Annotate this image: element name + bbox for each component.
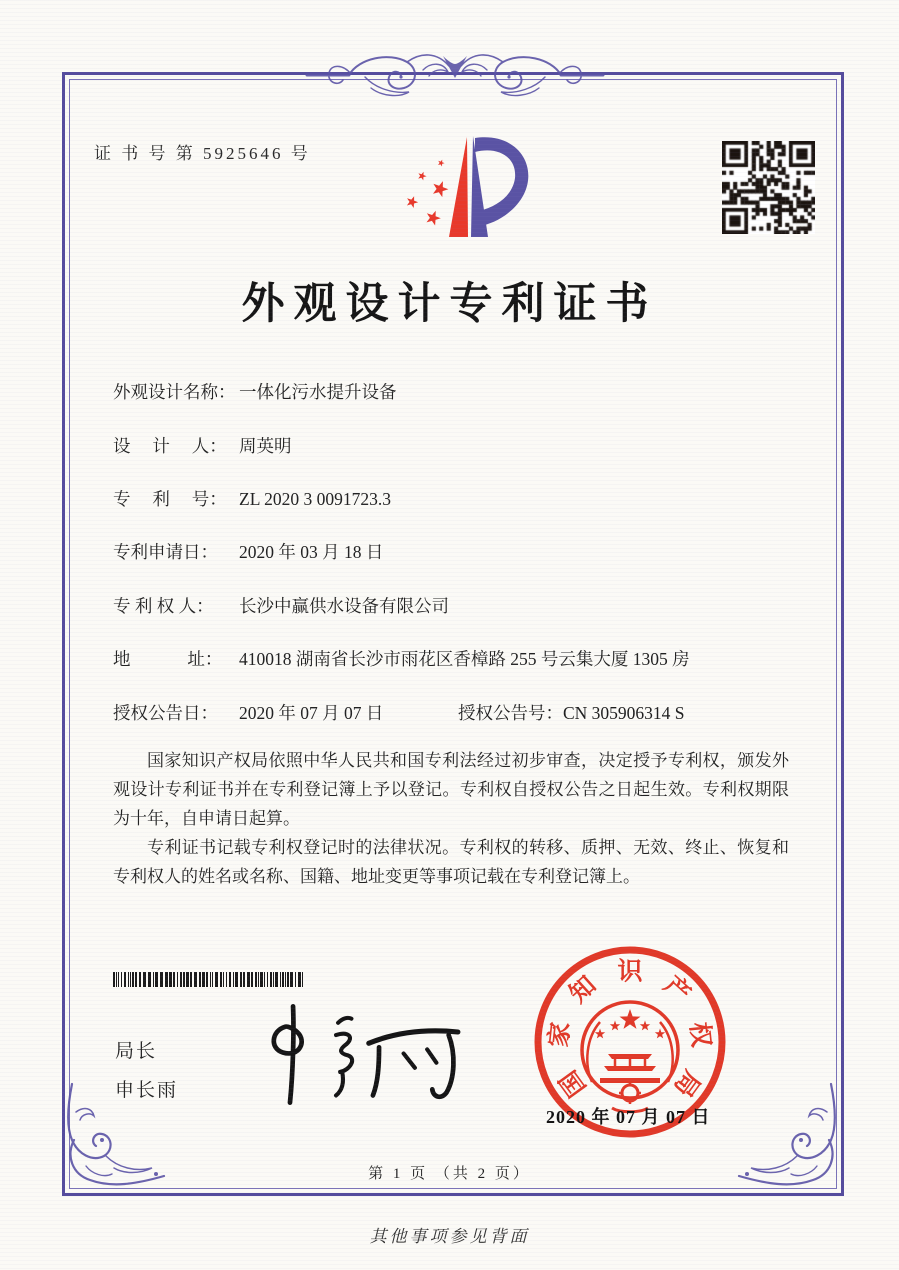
field-label: 地 址： xyxy=(113,649,223,669)
page-number: 第 1 页 （共 2 页） xyxy=(368,1166,531,1182)
field-value: 周英明 xyxy=(239,436,292,456)
director-title: 局长 xyxy=(115,1041,158,1062)
legal-text xyxy=(113,746,789,891)
svg-text:识: 识 xyxy=(617,958,643,986)
seal-emblem xyxy=(582,1002,678,1112)
field-designer xyxy=(113,433,292,458)
director-name: 申长雨 xyxy=(115,1080,179,1101)
field-grant-date xyxy=(113,700,685,725)
field-grant-number xyxy=(458,700,685,725)
field-label: 外观设计名称： xyxy=(113,382,236,402)
top-flourish-ornament xyxy=(305,44,605,102)
field-address xyxy=(113,646,690,671)
field-label: 专 利 权 人： xyxy=(113,596,214,616)
legal-paragraph-1: 国家知识产权局依照中华人民共和国专利法经过初步审查，决定授予专利权，颁发外观设计专利证书并在专利登记簿上予以登记。专利权自授权公告之日起生效。专利权期限为十年，自申请日起算。 xyxy=(113,751,789,828)
svg-text:知: 知 xyxy=(564,971,602,1009)
svg-text:局: 局 xyxy=(668,1065,705,1102)
svg-text:产: 产 xyxy=(658,971,696,1009)
field-patent-number xyxy=(113,486,391,511)
field-value: CN 305906314 S xyxy=(563,703,685,723)
field-label: 授权公告号： xyxy=(458,703,563,723)
field-patentee xyxy=(113,593,449,618)
seal-date: 2020 年 07 月 07 日 xyxy=(546,1107,711,1127)
svg-text:权: 权 xyxy=(684,1020,715,1049)
field-value: 2020 年 03 月 18 日 xyxy=(239,542,384,562)
field-label: 授权公告日： xyxy=(113,703,218,723)
director-signature xyxy=(248,1000,463,1108)
legal-paragraph-2: 专利证书记载专利权登记时的法律状况。专利权的转移、质押、无效、终止、恢复和专利权人的姓名或名称、国籍、地址变更等事项记载在专利登记簿上。 xyxy=(113,838,789,886)
qr-code xyxy=(722,141,815,234)
svg-text:家: 家 xyxy=(545,1020,576,1049)
field-label: 专 利 号： xyxy=(113,489,227,509)
field-design-name xyxy=(113,379,397,404)
field-application-date xyxy=(113,539,383,564)
field-label: 专利申请日： xyxy=(113,542,218,562)
logo-p-bowl xyxy=(475,137,528,226)
cnipa-logo xyxy=(380,131,548,247)
field-value: ZL 2020 3 0091723.3 xyxy=(239,489,391,509)
barcode xyxy=(113,972,339,987)
certificate-title: 外观设计专利证书 xyxy=(241,281,658,328)
field-value: 长沙中赢供水设备有限公司 xyxy=(239,596,449,616)
field-value: 410018 湖南省长沙市雨花区香樟路 255 号云集大厦 1305 房 xyxy=(239,649,690,669)
field-label: 设 计 人： xyxy=(113,436,227,456)
field-value: 2020 年 07 月 07 日 xyxy=(239,703,384,723)
logo-red-wedge xyxy=(449,137,468,237)
back-side-note: 其他事项参见背面 xyxy=(369,1227,530,1246)
field-value: 一体化污水提升设备 xyxy=(239,382,397,402)
certificate-number: 证 书 号 第 5925646 号 xyxy=(94,144,311,163)
svg-text:国: 国 xyxy=(555,1065,592,1102)
